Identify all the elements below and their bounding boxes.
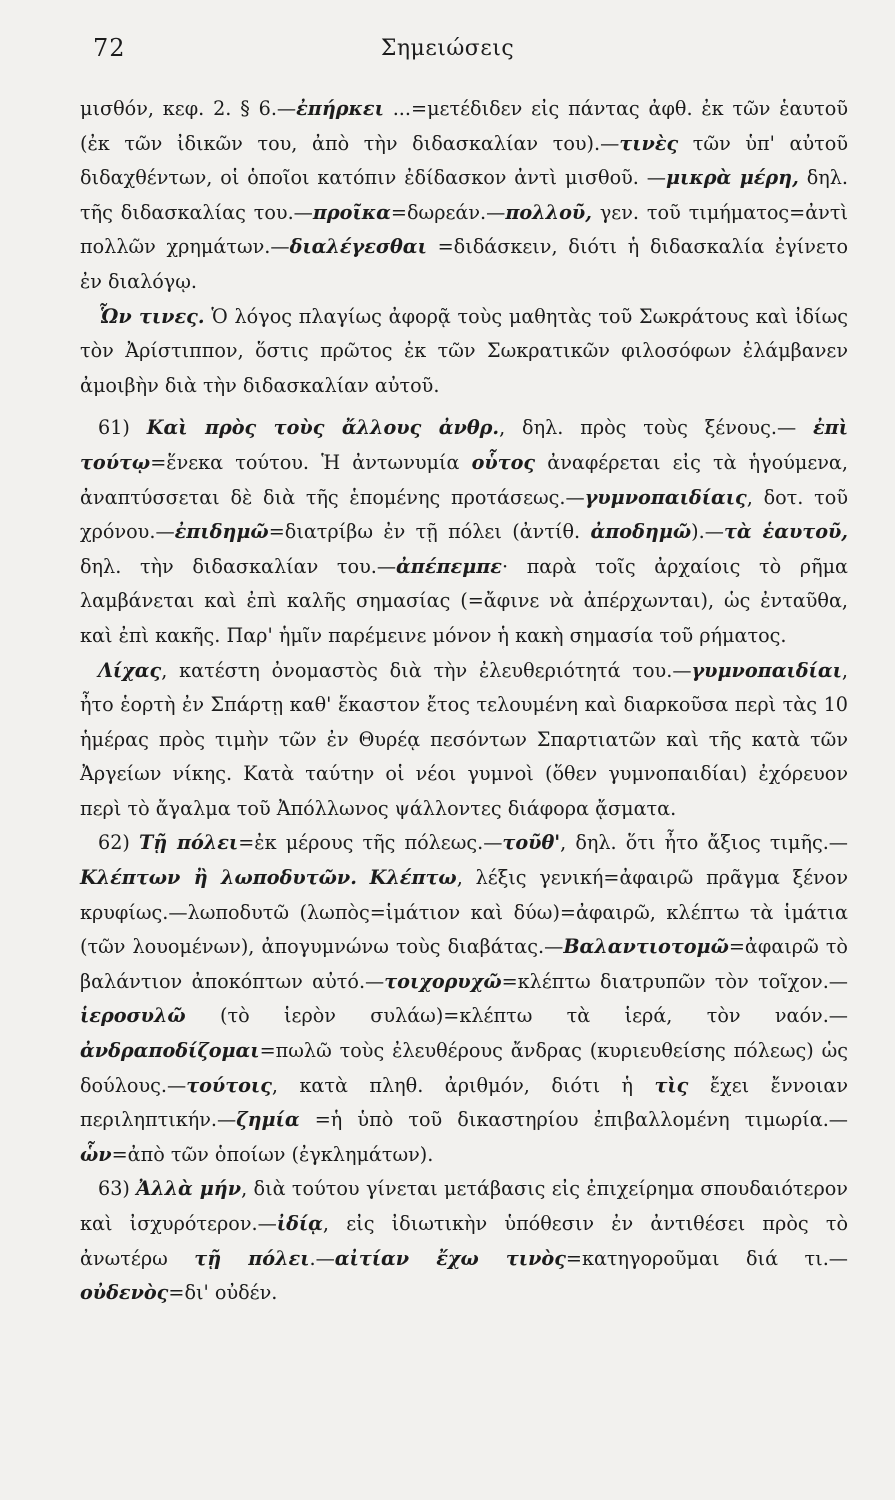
note-text [357, 866, 370, 889]
note-text: 63) [98, 1177, 137, 1201]
running-title: Σημειώσεις [380, 36, 515, 61]
note-text: , δηλ. ὅτι ἦτο ἄξιος τιμῆς.— [560, 831, 848, 855]
page-header [0, 34, 895, 74]
lemma-term: τοῦθ' [502, 831, 561, 855]
note-text: =διδάσκειν, διότι ἡ διδασκαλία ἐγίνετο ἐν διαλόγῳ. [80, 235, 848, 293]
lemma-term: τούτοις [186, 1073, 272, 1097]
note-paragraph [80, 300, 848, 404]
note-text: =δι' οὐδέν. [168, 1281, 278, 1305]
note-text: .— [309, 1246, 335, 1270]
lemma-term: ἐπήρκει [296, 97, 384, 120]
note-paragraph [80, 92, 848, 300]
lemma-term: ζημία [236, 1108, 300, 1132]
note-text: =ἀπὸ τῶν ὁποίων (ἐγκλημάτων). [111, 1142, 434, 1166]
note-text: γεν. τοῦ τιμήματος=ἀντὶ πολλῶν χρημάτων.— [80, 200, 848, 259]
lemma-term: Τῇ πόλει [139, 831, 239, 855]
lemma-term: Λίχας [98, 658, 162, 682]
note-text: =ἐκ μέρους τῆς πόλεως.— [238, 831, 503, 855]
lemma-term: τὰ ἑαυτοῦ, [723, 520, 848, 544]
lemma-term: προῖκα [312, 200, 391, 224]
note-text: τῶν ὑπ' αὐτοῦ διδαχθέντων, οἱ ὁποῖοι κατόπιν ἐδίδασκον ἀντὶ μισθοῦ. — [80, 131, 848, 190]
note-text: ...=μετέδιδεν εἰς πάντας ἀφθ. ἐκ τῶν ἑαυτοῦ (ἐκ τῶν ἰδικῶν του, ἀπὸ τὴν διδασκαλίαν του).— [80, 97, 848, 155]
note-paragraph [80, 654, 848, 827]
lemma-term: ἱεροσυλῶ [80, 1004, 186, 1028]
lemma-term: τινὲς [619, 131, 679, 155]
lemma-term: ἀπέπεμπε [396, 554, 502, 578]
note-text: Ὁ λόγος πλαγίως ἀφορᾷ τοὺς μαθητὰς τοῦ Σωκράτους καὶ ἰδίως τὸν Ἀρίστιππον, ὅστις πρῶτος ἐκ τῶν Σωκρατικῶν φιλοσόφων ἐλάμβανεν ἀμοιβὴν διὰ τὴν διδασκαλίαν αὐτοῦ. [80, 304, 849, 397]
lemma-term: Βαλαντιοτομῶ [563, 935, 729, 959]
note-text: , δηλ. πρὸς τοὺς ξένους.— [499, 416, 813, 440]
note-text: 61) [98, 416, 147, 440]
note-text: ἔχει ἔννοιαν περιληπτικήν.— [80, 1073, 848, 1132]
lemma-term: Ὧν τινες. [98, 304, 205, 328]
note-text: , κατὰ πληθ. ἀριθμόν, διότι ἡ [271, 1073, 655, 1097]
note-text: , ἦτο ἑορτὴ ἐν Σπάρτῃ καθ' ἕκαστον ἔτος τελουμένη καὶ διαρκοῦσα περὶ τὰς 10 ἡμέρας πρὸς τιμὴν τῶν ἐν Θυρέᾳ πεσόντων Σπαρτιατῶν καὶ τῆς κατὰ τῶν Ἀργείων νίκης. Κατὰ ταύτην οἱ νέοι γυμνοὶ (ὅθεν γυμνοπαιδίαι) ἐχόρευον περὶ τὸ ἄγαλμα τοῦ Ἀπόλλωνος ψάλλοντες διάφορα ᾄσματα. [80, 658, 848, 820]
note-text: =ἕνεκα τούτου. Ἡ ἀντωνυμία [150, 450, 472, 474]
lemma-term: οὐδενὸς [80, 1281, 169, 1305]
lemma-term: πολλοῦ, [505, 200, 592, 224]
lemma-term: ἀνδραποδίζομαι [80, 1039, 260, 1063]
page-number: 72 [93, 34, 126, 62]
note-text: =κατηγοροῦμαι διά τι.— [565, 1246, 848, 1270]
note-text: , διὰ τούτου γίνεται μετάβασις εἰς ἐπιχείρημα σπουδαιότερον καὶ ἰσχυρότερον.— [80, 1177, 848, 1235]
note-text: =πωλῶ τοὺς ἐλευθέρους ἄνδρας (κυριευθείσης πόλεως) ὡς δούλους.— [80, 1039, 848, 1097]
lemma-term: αἰτίαν ἔχω τινὸς [334, 1246, 566, 1270]
note-text: =ἀφαιρῶ τὸ βαλάντιον ἀποκόπτων αὐτό.— [80, 935, 848, 993]
note-text: , δοτ. τοῦ χρόνου.— [80, 485, 848, 544]
lemma-term: Ἀλλὰ μήν [136, 1177, 242, 1201]
note-text: ).— [691, 520, 724, 544]
note-text: =κλέπτω διατρυπῶν τὸν τοῖχον.— [501, 969, 848, 993]
note-text: =δωρεάν.— [390, 200, 506, 224]
lemma-term: ὧν [80, 1142, 112, 1166]
lemma-term: διαλέγεσθαι [289, 235, 427, 259]
note-text: δηλ. τῆς διδασκαλίας του.— [80, 166, 849, 224]
note-paragraph [80, 826, 848, 1172]
lemma-term: τῇ πόλει [194, 1246, 310, 1270]
note-paragraph [80, 411, 848, 653]
lemma-term: Καὶ πρὸς τοὺς ἄλλους ἀνθρ. [146, 416, 500, 440]
lemma-term: μικρὰ μέρη, [666, 166, 799, 190]
lemma-term: ἐπιδημῶ [174, 520, 269, 544]
notes-body [80, 92, 848, 1311]
lemma-term: Κλέπτω [369, 866, 457, 890]
note-text: , λέξις γενική=ἀφαιρῶ πρᾶγμα ξένον κρυφίως.—λωποδυτῶ (λωπὸς=ἱμάτιον καὶ δύω)=ἀφαιρῶ, κλέπτω τὰ ἱμάτια (τῶν λουομένων), ἀπογυμνώνω τοὺς διαβάτας.— [80, 866, 848, 959]
lemma-term: ἐπὶ τούτῳ [80, 416, 848, 474]
note-text: ἀναφέρεται εἰς τὰ ἡγούμενα, ἀναπτύσσεται δὲ διὰ τῆς ἑπομένης προτάσεως.— [80, 450, 848, 509]
note-text: · παρὰ τοῖς ἀρχαίοις τὸ ρῆμα λαμβάνεται καὶ ἐπὶ καλῆς σημασίας (=ἄφινε νὰ ἀπέρχωνται), ὡς ἐνταῦθα, καὶ ἐπὶ κακῆς. Παρ' ἡμῖν παρέμεινε μόνον ἡ κακὴ σημασία τοῦ ρήματος. [80, 554, 848, 647]
note-text: δηλ. τὴν διδασκαλίαν του.— [80, 554, 397, 578]
lemma-term: Κλέπτων ἢ λωποδυτῶν. [80, 866, 357, 890]
note-text: 62) [98, 831, 140, 855]
note-text: , εἰς ἰδιωτικὴν ὑπόθεσιν ἐν ἀντιθέσει πρὸς τὸ ἀνωτέρω [80, 1212, 848, 1270]
note-paragraph [80, 1172, 848, 1310]
lemma-term: ἰδίᾳ [276, 1212, 323, 1235]
lemma-term: τὶς [654, 1073, 689, 1097]
note-text: μισθόν, κεφ. 2. § 6.— [80, 97, 297, 120]
lemma-term: γυμνοπαιδίαι [691, 658, 842, 682]
lemma-term: γυμνοπαιδίαις [584, 485, 747, 509]
lemma-term: ἀποδημῶ [590, 520, 692, 544]
note-text: (τὸ ἱερὸν συλάω)=κλέπτω τὰ ἱερά, τὸν ναόν.— [185, 1004, 848, 1028]
lemma-term: οὗτος [471, 450, 536, 474]
lemma-term: τοιχορυχῶ [384, 969, 502, 993]
note-text: , κατέστη ὀνομαστὸς διὰ τὴν ἐλευθεριότητά του.— [161, 658, 692, 682]
note-text: =ἡ ὑπὸ τοῦ δικαστηρίου ἐπιβαλλομένη τιμωρία.— [299, 1108, 848, 1132]
note-text: =διατρίβω ἐν τῇ πόλει (ἀντίθ. [268, 520, 591, 544]
